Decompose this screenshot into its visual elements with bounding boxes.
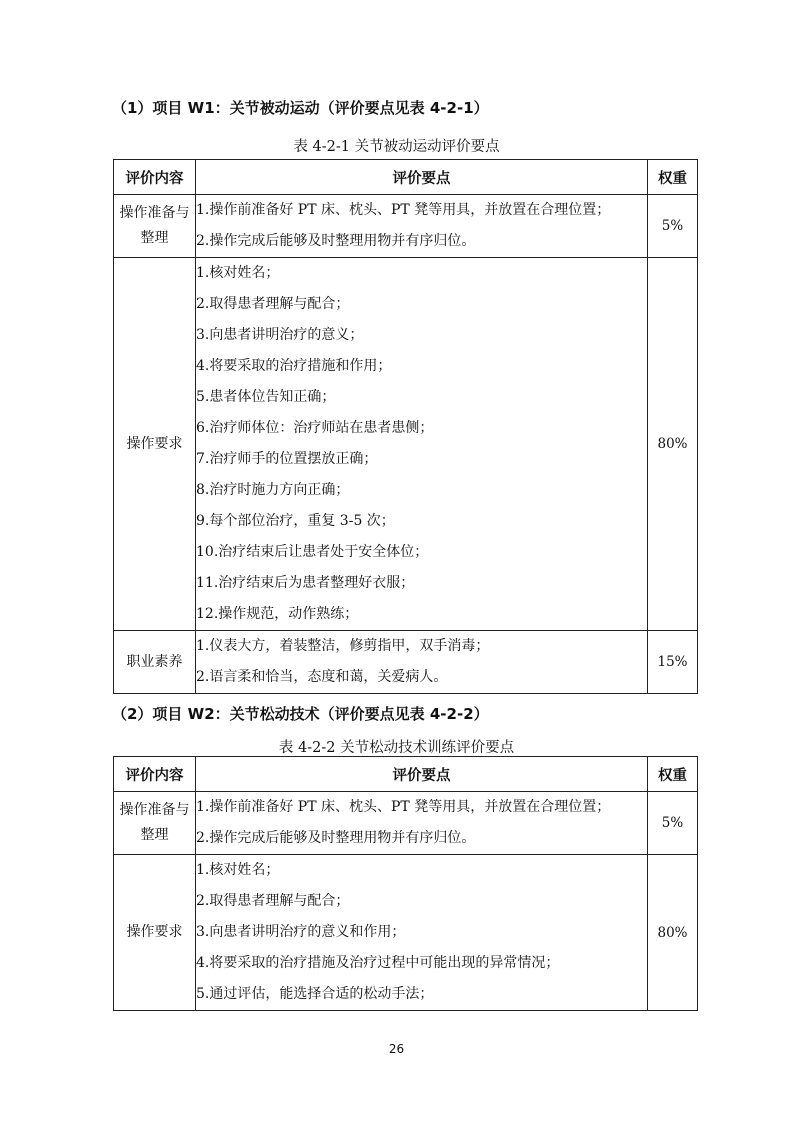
points-list bbox=[196, 792, 647, 854]
row-weight: 15% bbox=[648, 631, 698, 694]
list-item: 4.将要采取的治疗措施和作用； bbox=[196, 358, 392, 374]
header-weight: 权重 bbox=[648, 757, 698, 792]
table2-caption: 表 4-2-2 关节松动技术训练评价要点 bbox=[278, 740, 515, 756]
list-item: 2.取得患者理解与配合； bbox=[196, 296, 350, 312]
list-item: 1.核对姓名； bbox=[196, 265, 280, 281]
list-item: 1.操作前准备好 PT 床、枕头、PT 凳等用具，并放置在合理位置； bbox=[196, 202, 611, 218]
row-points bbox=[196, 792, 648, 855]
row-category: 操作要求 bbox=[114, 258, 196, 631]
row-category: 操作要求 bbox=[114, 855, 196, 1011]
page-number: 26 bbox=[388, 1042, 405, 1056]
list-item: 5.患者体位告知正确； bbox=[196, 389, 336, 405]
row-points bbox=[196, 631, 648, 694]
points-list bbox=[196, 195, 647, 257]
table-row bbox=[114, 258, 698, 631]
list-item: 10.治疗结束后让患者处于安全体位； bbox=[196, 544, 429, 560]
list-item: 6.治疗师体位：治疗师站在患者患侧； bbox=[196, 420, 434, 436]
table-row bbox=[114, 855, 698, 1011]
points-list bbox=[196, 855, 647, 1010]
header-evaluation-points: 评价要点 bbox=[196, 160, 648, 195]
table1-caption: 表 4-2-1 关节被动运动评价要点 bbox=[293, 139, 500, 155]
evaluation-table-2 bbox=[113, 756, 698, 1011]
row-weight: 80% bbox=[648, 258, 698, 631]
table-header-row bbox=[114, 160, 698, 195]
list-item: 1.仪表大方，着装整洁，修剪指甲，双手消毒； bbox=[196, 638, 490, 654]
header-evaluation-content: 评价内容 bbox=[114, 757, 196, 792]
points-list bbox=[196, 631, 647, 693]
table-row bbox=[114, 792, 698, 855]
list-item: 2.操作完成后能够及时整理用物并有序归位。 bbox=[196, 830, 476, 846]
header-evaluation-points: 评价要点 bbox=[196, 757, 648, 792]
row-points bbox=[196, 855, 648, 1011]
row-weight: 5% bbox=[648, 792, 698, 855]
evaluation-table-1 bbox=[113, 159, 698, 694]
row-weight: 5% bbox=[648, 195, 698, 258]
list-item: 4.将要采取的治疗措施及治疗过程中可能出现的异常情况； bbox=[196, 955, 560, 971]
table-row bbox=[114, 631, 698, 694]
row-points bbox=[196, 195, 648, 258]
list-item: 1.操作前准备好 PT 床、枕头、PT 凳等用具，并放置在合理位置； bbox=[196, 799, 611, 815]
list-item: 12.操作规范，动作熟练； bbox=[196, 606, 359, 622]
list-item: 3.向患者讲明治疗的意义和作用； bbox=[196, 924, 406, 940]
row-category: 操作准备与整理 bbox=[114, 792, 196, 855]
list-item: 9.每个部位治疗，重复 3-5 次； bbox=[196, 513, 395, 529]
list-item: 3.向患者讲明治疗的意义； bbox=[196, 327, 364, 343]
list-item: 1.核对姓名； bbox=[196, 862, 280, 878]
list-item: 2.取得患者理解与配合； bbox=[196, 893, 350, 909]
list-item: 2.操作完成后能够及时整理用物并有序归位。 bbox=[196, 233, 476, 249]
header-evaluation-content: 评价内容 bbox=[114, 160, 196, 195]
points-list bbox=[196, 258, 647, 630]
row-category: 职业素养 bbox=[114, 631, 196, 694]
section1-heading: （1）项目 W1：关节被动运动（评价要点见表 4-2-1） bbox=[112, 99, 489, 117]
table-row bbox=[114, 195, 698, 258]
table-header-row bbox=[114, 757, 698, 792]
row-points bbox=[196, 258, 648, 631]
list-item: 2.语言柔和恰当，态度和蔼，关爱病人。 bbox=[196, 669, 448, 685]
row-category: 操作准备与整理 bbox=[114, 195, 196, 258]
header-weight: 权重 bbox=[648, 160, 698, 195]
list-item: 5.通过评估，能选择合适的松动手法； bbox=[196, 986, 434, 1002]
list-item: 11.治疗结束后为患者整理好衣服； bbox=[196, 575, 415, 591]
list-item: 8.治疗时施力方向正确； bbox=[196, 482, 350, 498]
list-item: 7.治疗师手的位置摆放正确； bbox=[196, 451, 378, 467]
section2-heading: （2）项目 W2：关节松动技术（评价要点见表 4-2-2） bbox=[112, 705, 489, 723]
row-weight: 80% bbox=[648, 855, 698, 1011]
